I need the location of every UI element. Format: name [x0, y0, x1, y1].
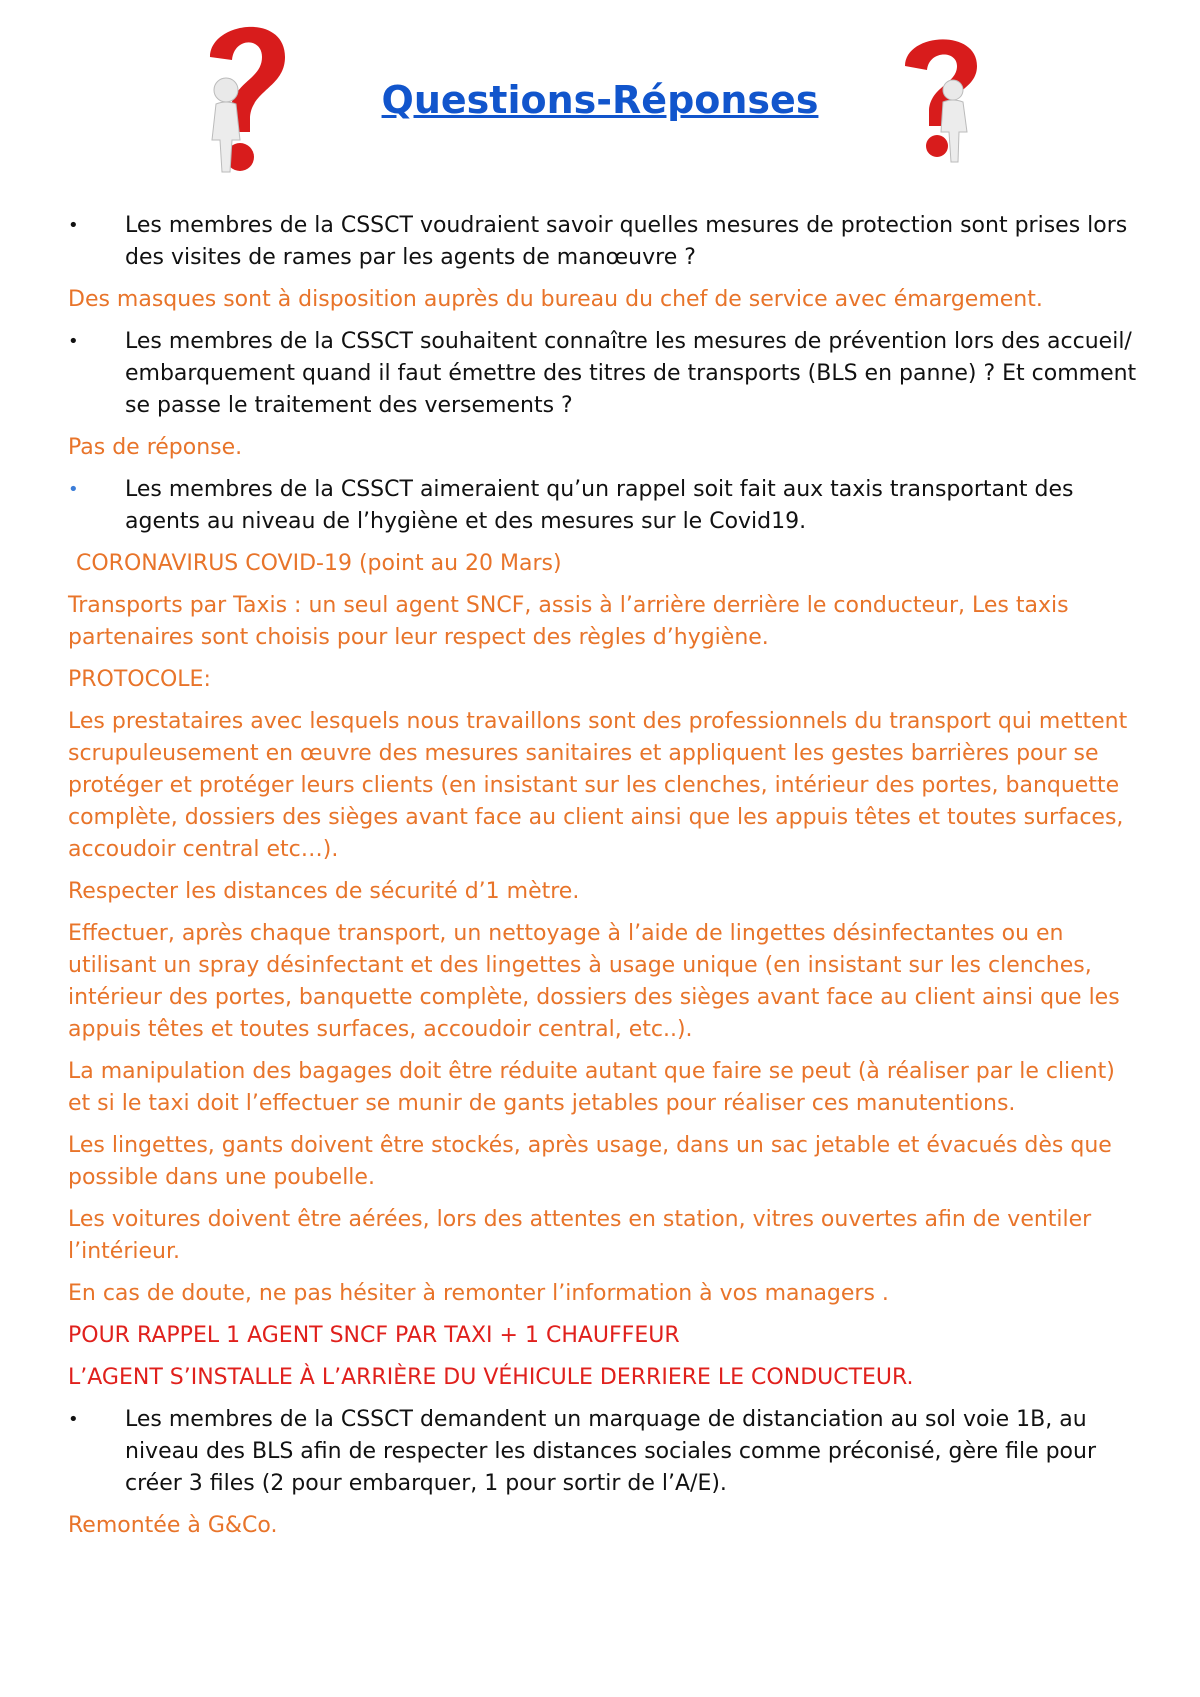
answer-3-paragraph: Respecter les distances de sécurité d’1 mètre. — [68, 879, 580, 904]
protocol-heading: PROTOCOLE: — [68, 667, 211, 692]
reminder-line: L’AGENT S’INSTALLE À L’ARRIÈRE DU VÉHICULE DERRIERE LE CONDUCTEUR. — [68, 1365, 914, 1390]
question-text: Les membres de la CSSCT aimeraient qu’un rappel soit fait aux taxis transportant des agents au niveau de l’hygiène et des mesures sur le Covid19. — [125, 477, 1074, 534]
question-2 — [68, 326, 1143, 422]
bullet-icon: • — [68, 215, 79, 236]
answer-3-paragraph: En cas de doute, ne pas hésiter à remonter l’information à vos managers . — [68, 1281, 889, 1306]
answer-3-paragraph: Les prestataires avec lesquels nous travaillons sont des professionnels du transport qui mettent scrupuleusement en œuvre des mesures sanitaires et appliquent les gestes barrières pour se protéger et protéger leurs clients (en insistant sur les clenches, intérieur des portes, banquette complète, dossiers des sièges avant face au client ainsi que les appuis têtes et toutes surfaces, accoudoir central etc…). — [68, 709, 1128, 862]
answer-3-heading: CORONAVIRUS COVID-19 (point au 20 Mars) — [76, 551, 562, 576]
question-text: Les membres de la CSSCT souhaitent connaître les mesures de prévention lors des accueil/ embarquement quand il faut émettre des titres de transports (BLS en panne) ? Et comment se passe le traitement des versements ? — [125, 329, 1137, 418]
question-text: Les membres de la CSSCT demandent un marquage de distanciation au sol voie 1B, au niveau des BLS afin de respecter les distances sociales comme préconisé, gère file pour créer 3 files (2 pour embarquer, 1 pour sortir de l’A/E). — [125, 1407, 1097, 1496]
bullet-icon: • — [68, 1409, 79, 1430]
content — [68, 210, 1143, 1552]
answer-3-paragraph: Les voitures doivent être aérées, lors des attentes en station, vitres ouvertes afin de ventiler l’intérieur. — [68, 1207, 1092, 1264]
answer-3-paragraph: Les lingettes, gants doivent être stockés, après usage, dans un sac jetable et évacués dès que possible dans une poubelle. — [68, 1133, 1112, 1190]
question-1 — [68, 210, 1143, 274]
header — [0, 0, 1200, 200]
answer-2: Pas de réponse. — [68, 435, 243, 460]
question-mark-figure-icon — [895, 28, 985, 172]
bullet-icon: • — [68, 331, 79, 352]
answer-3-paragraph: Effectuer, après chaque transport, un nettoyage à l’aide de lingettes désinfectantes ou en utilisant un spray désinfectant et des lingettes à usage unique (en insistant sur les clenches, intérieur des portes, banquette complète, dossiers des sièges avant face au client ainsi que les appuis têtes et toutes surfaces, accoudoir central, etc..). — [68, 921, 1120, 1042]
answer-3-paragraph: Transports par Taxis : un seul agent SNCF, assis à l’arrière derrière le conducteur, Les taxis partenaires sont choisis pour leur respect des règles d’hygiène. — [68, 593, 1069, 650]
page-title: Questions-Réponses — [381, 78, 819, 122]
answer-3-paragraph: La manipulation des bagages doit être réduite autant que faire se peut (à réaliser par le client) et si le taxi doit l’effectuer se munir de gants jetables pour réaliser ces manutentions. — [68, 1059, 1115, 1116]
reminder-line: POUR RAPPEL 1 AGENT SNCF PAR TAXI + 1 CHAUFFEUR — [68, 1323, 680, 1348]
answer-4: Remontée à G&Co. — [68, 1513, 278, 1538]
answer-1: Des masques sont à disposition auprès du bureau du chef de service avec émargement. — [68, 287, 1043, 312]
question-3 — [68, 474, 1143, 538]
question-text: Les membres de la CSSCT voudraient savoir quelles mesures de protection sont prises lors des visites de rames par les agents de manœuvre ? — [125, 213, 1128, 270]
bullet-icon: • — [68, 479, 79, 500]
question-4 — [68, 1404, 1143, 1500]
